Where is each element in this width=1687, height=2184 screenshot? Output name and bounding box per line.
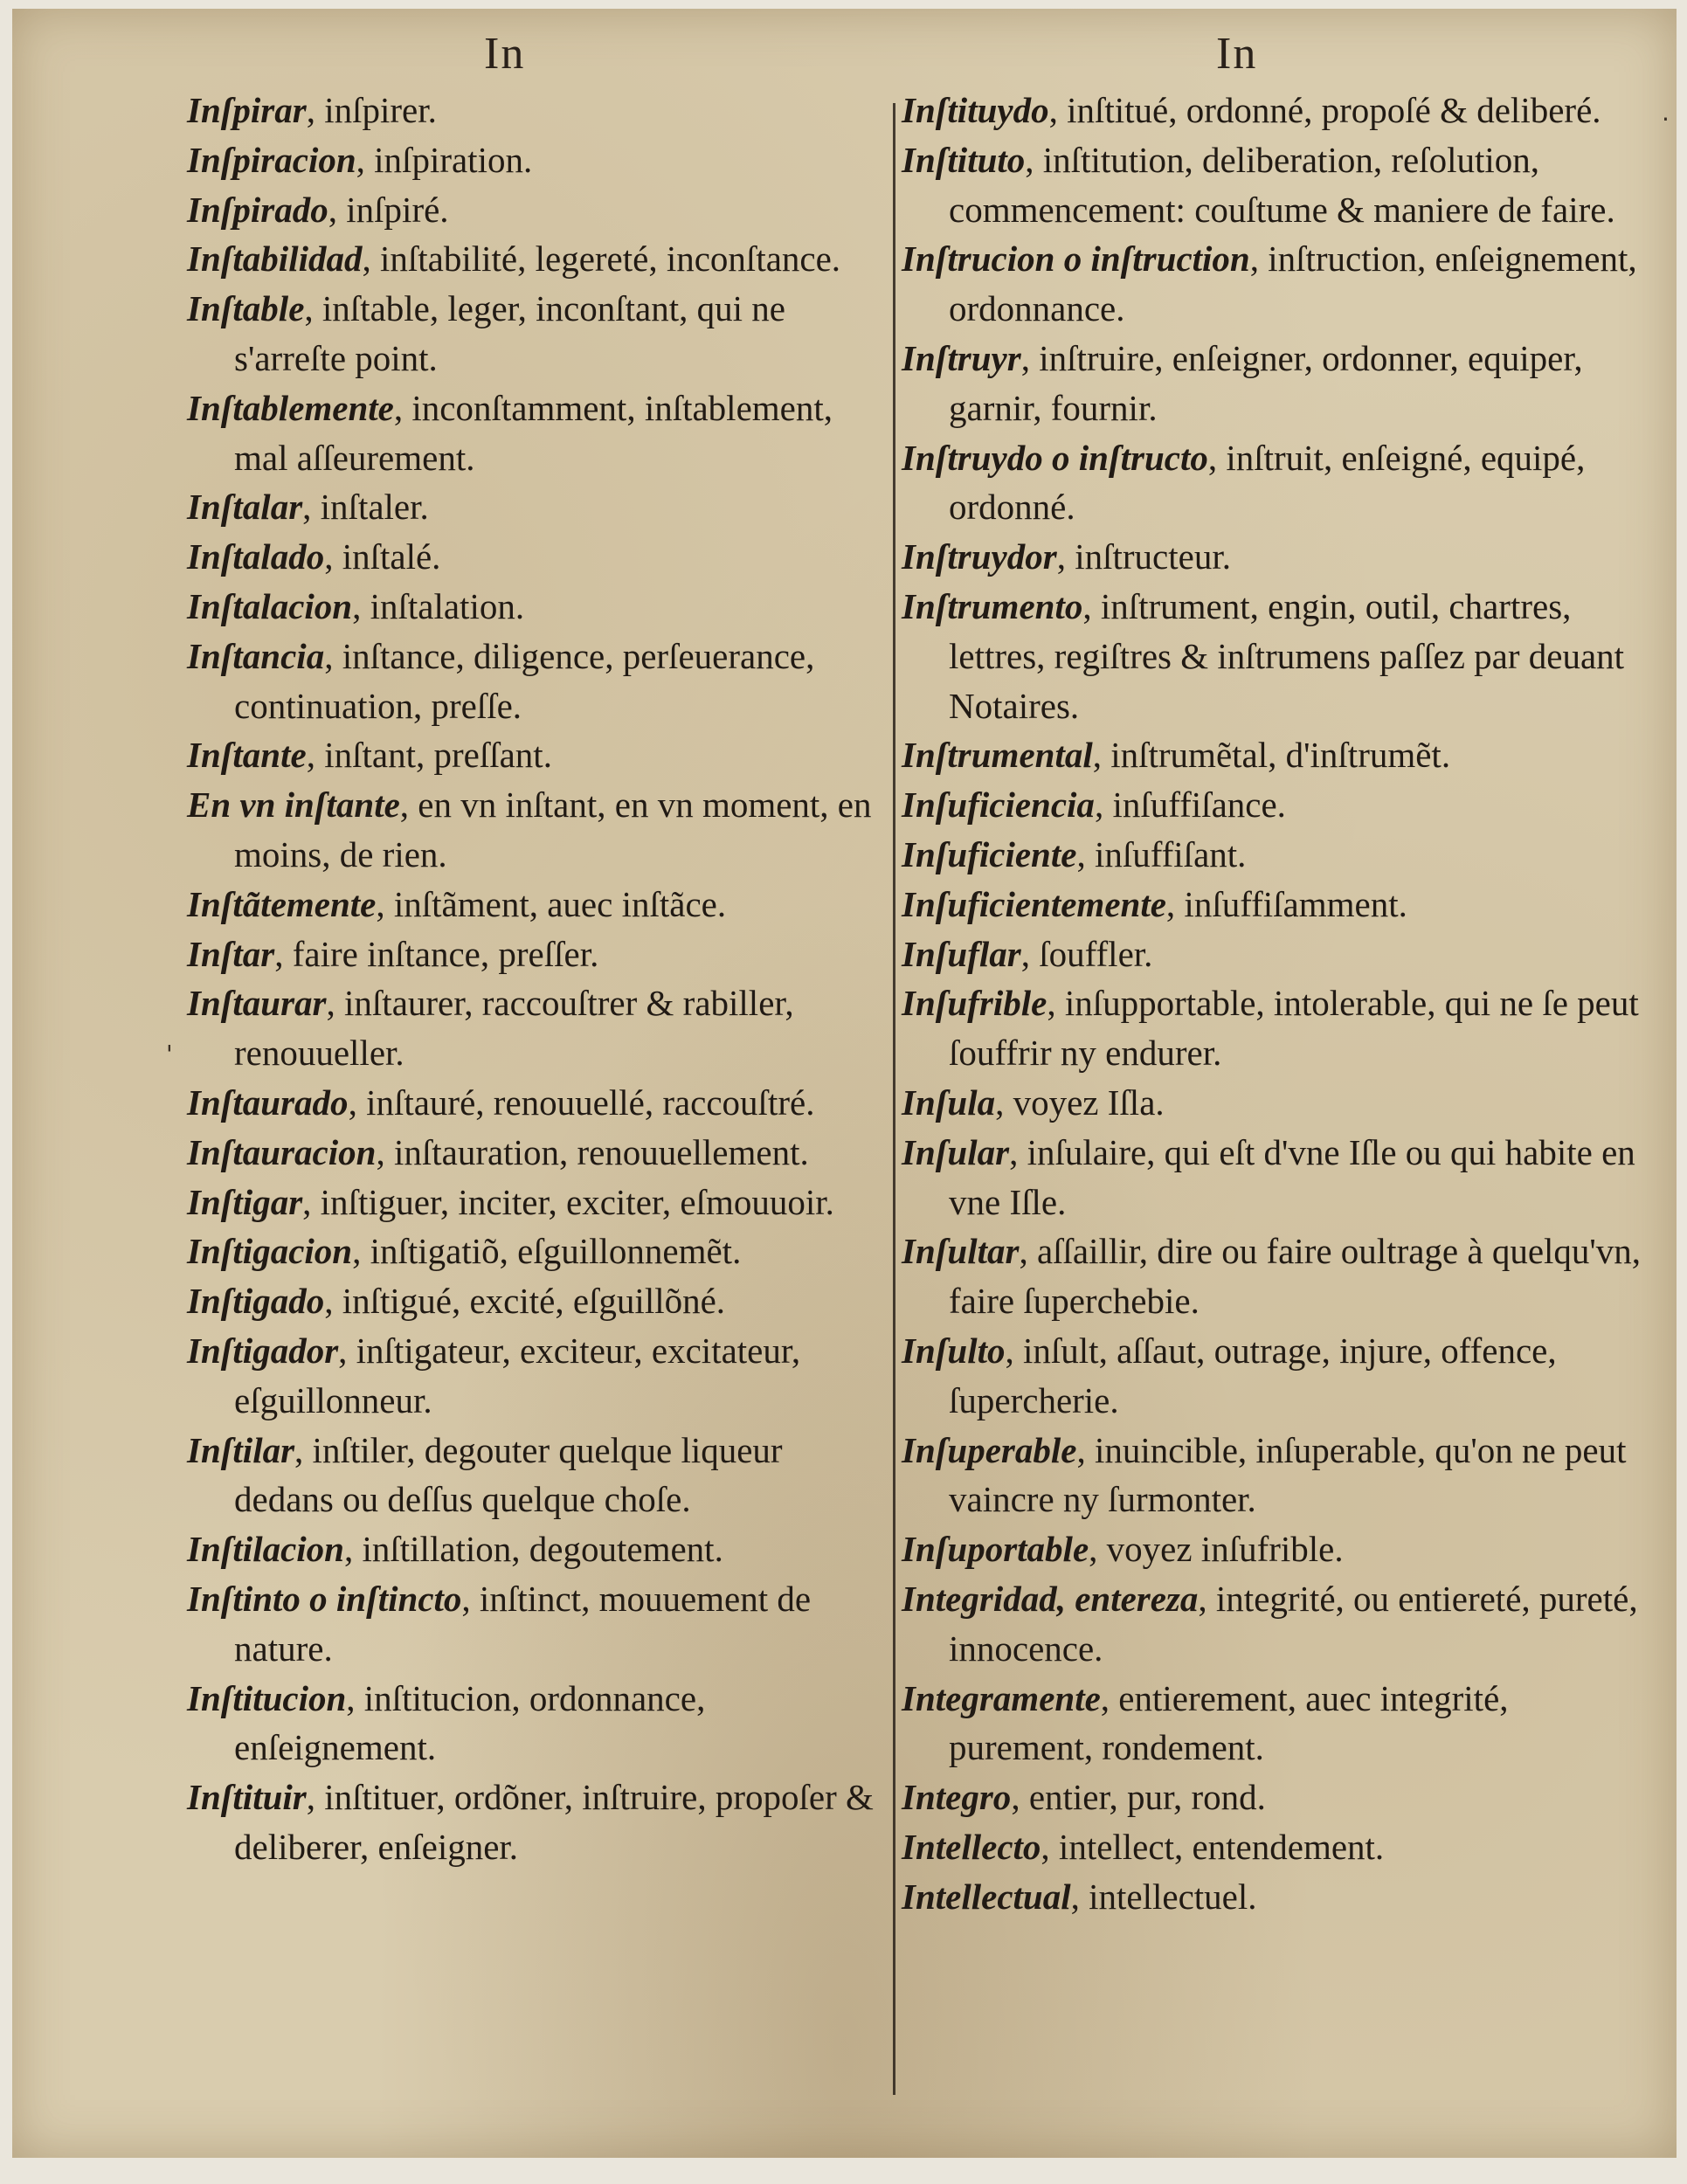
- headword: Inſtabilidad: [187, 238, 363, 280]
- right-column-entry: [902, 780, 1653, 830]
- definition: , inſtance, diligence, perſeuerance, continuation, preſſe.: [234, 635, 815, 726]
- right-column-entry: [902, 1872, 1653, 1922]
- margin-mark: ': [166, 1040, 173, 1068]
- definition: , aſſaillir, dire ou faire oultrage à quelqu'vn, faire ſuperchebie.: [949, 1231, 1642, 1322]
- definition: , inſtable, leger, inconſtant, qui ne s'arreſte point.: [234, 288, 785, 378]
- margin-mark: ·: [1662, 105, 1670, 134]
- headword: Inſtable: [187, 288, 305, 329]
- headword: Inſuficiente: [902, 833, 1077, 874]
- definition: , inſtigateur, exciteur, excitateur, eſguillonneur.: [234, 1330, 801, 1420]
- headword: Inſuperable: [902, 1429, 1077, 1470]
- headword: Inſuflar: [902, 933, 1021, 974]
- right-column-entry: [902, 880, 1653, 930]
- definition: , inſtitué, ordonné, propoſé & deliberé.: [1048, 90, 1601, 130]
- headword: Inſtruydo o inſtructo: [902, 437, 1208, 478]
- definition: , inſtigué, excité, eſguillõné.: [324, 1281, 726, 1322]
- right-column-entry: [902, 1227, 1653, 1326]
- headword: Inſtigacion: [187, 1231, 353, 1272]
- definition: , inſuffiſamment.: [1165, 883, 1407, 924]
- definition: , inſtigatiõ, eſguillonnemẽt.: [352, 1231, 742, 1272]
- right-column-entry: [902, 978, 1653, 1078]
- right-column: [902, 86, 1653, 1921]
- headword: Inſufrible: [902, 983, 1047, 1024]
- right-column-entry: [902, 1574, 1653, 1674]
- left-column-entry: [187, 1326, 886, 1426]
- headword: Inſuficientemente: [902, 883, 1166, 924]
- right-column-entry: [902, 1128, 1653, 1227]
- definition: , inſtãment, auec inſtãce.: [376, 883, 727, 924]
- definition: , inſtiguer, inciter, exciter, eſmouuoir.: [302, 1181, 834, 1222]
- definition: , intellectuel.: [1070, 1876, 1257, 1917]
- right-column-entry: [902, 234, 1653, 334]
- right-column-entry: [902, 1674, 1653, 1773]
- headword: Inſtituto: [902, 139, 1026, 180]
- left-column-entry: [187, 930, 886, 979]
- running-head-right: In: [1216, 29, 1258, 79]
- right-column-entry: [902, 1426, 1653, 1525]
- headword: Inſuficiencia: [902, 784, 1095, 826]
- definition: , inſpirer.: [306, 90, 437, 130]
- right-column-entry: [902, 433, 1653, 533]
- definition: , inſtitution, deliberation, reſolution, commencement: couſtume & maniere de faire.: [949, 139, 1615, 230]
- left-column-entry: [187, 1128, 886, 1178]
- headword: Inſular: [902, 1131, 1010, 1172]
- left-column: [187, 86, 886, 1872]
- left-column-entry: [187, 730, 886, 780]
- left-column-entry: [187, 1524, 886, 1574]
- headword: Inſula: [902, 1082, 996, 1123]
- definition: , inſtrument, engin, outil, chartres, lettres, regiſtres & inſtrumens paſſez par deuant Notaires.: [949, 585, 1625, 726]
- right-column-entry: [902, 135, 1653, 235]
- definition: , inſuffiſance.: [1094, 784, 1286, 826]
- definition: , inſtillation, degoutement.: [343, 1529, 723, 1570]
- definition: , ſouffler.: [1020, 933, 1153, 974]
- headword: Inſtrumento: [902, 585, 1083, 626]
- headword: Inſtablemente: [187, 387, 394, 428]
- left-column-entry: [187, 1227, 886, 1276]
- definition: , inſtalé.: [324, 536, 441, 577]
- left-column-entry: [187, 780, 886, 880]
- right-column-entry: [902, 532, 1653, 582]
- headword: Inſtituydo: [902, 90, 1049, 130]
- definition: , entier, pur, rond.: [1011, 1777, 1266, 1818]
- headword: En vn inſtante: [187, 784, 400, 826]
- definition: , inuincible, inſuperable, qu'on ne peut vaincre ny ſurmonter.: [949, 1429, 1627, 1520]
- definition: , entierement, auec integrité, purement, rondement.: [949, 1677, 1509, 1768]
- headword: Integramente: [902, 1677, 1101, 1718]
- headword: Inſpiracion: [187, 139, 356, 180]
- headword: Inſtilar: [187, 1429, 295, 1470]
- left-column-entry: [187, 1078, 886, 1128]
- right-column-entry: [902, 930, 1653, 979]
- headword: Inſtigar: [187, 1181, 303, 1222]
- left-column-entry: [187, 1574, 886, 1674]
- headword: Inſpirado: [187, 189, 328, 230]
- left-column-entry: [187, 582, 886, 632]
- left-column-entry: [187, 532, 886, 582]
- headword: Intellecto: [902, 1826, 1041, 1867]
- definition: , inſtant, preſſant.: [306, 735, 552, 776]
- left-column-entry: [187, 978, 886, 1078]
- definition: , inſulaire, qui eſt d'vne Iſle ou qui habite en vne Iſle.: [949, 1131, 1635, 1222]
- definition: , inſtaler.: [302, 487, 429, 528]
- headword: Inſtrumental: [902, 735, 1093, 776]
- left-column-entry: [187, 1276, 886, 1326]
- definition: , inſtruction, enſeignement, ordonnance.: [949, 238, 1637, 329]
- headword: Inſtinto o inſtincto: [187, 1578, 462, 1619]
- definition: , inſtructeur.: [1056, 536, 1231, 577]
- headword: Inſuportable: [902, 1529, 1089, 1570]
- left-column-entry: [187, 384, 886, 483]
- definition: , inſult, aſſaut, outrage, injure, offence, ſupercherie.: [949, 1330, 1557, 1420]
- definition: , inſtinct, mouuement de nature.: [234, 1578, 812, 1669]
- headword: Inſtante: [187, 735, 307, 776]
- definition: , inconſtamment, inſtablement, mal aſſeurement.: [234, 387, 833, 478]
- definition: , voyez inſufrible.: [1089, 1529, 1344, 1570]
- definition: , en vn inſtant, en vn moment, en moins, de rien.: [234, 784, 872, 874]
- right-column-entry: [902, 582, 1653, 730]
- definition: , inſtabilité, legereté, inconſtance.: [362, 238, 841, 280]
- headword: Inſtauracion: [187, 1131, 377, 1172]
- left-column-entry: [187, 1178, 886, 1227]
- left-column-entry: [187, 234, 886, 284]
- definition: , integrité, ou entiereté, pureté, innocence.: [949, 1578, 1638, 1669]
- left-column-entry: [187, 284, 886, 384]
- definition: , inſtauration, renouuellement.: [376, 1131, 809, 1172]
- left-column-entry: [187, 880, 886, 930]
- definition: , inſpiré.: [328, 189, 449, 230]
- headword: Inſtruydor: [902, 536, 1057, 577]
- right-column-entry: [902, 1078, 1653, 1128]
- headword: Inſtitucion: [187, 1677, 347, 1718]
- definition: , inſtrumẽtal, d'inſtrumẽt.: [1092, 735, 1451, 776]
- right-column-entry: [902, 1773, 1653, 1822]
- definition: , inſtruit, enſeigné, equipé, ordonné.: [949, 437, 1586, 528]
- book-page: [12, 9, 1677, 2158]
- left-column-entry: [187, 1426, 886, 1525]
- headword: Inſtruyr: [902, 337, 1021, 378]
- running-head-left: In: [484, 29, 526, 79]
- definition: , inſtitucion, ordonnance, enſeignement.: [234, 1677, 706, 1768]
- headword: Inſtaurar: [187, 983, 327, 1024]
- definition: , faire inſtance, preſſer.: [274, 933, 599, 974]
- right-column-entry: [902, 1524, 1653, 1574]
- headword: Inſtãtemente: [187, 883, 377, 924]
- definition: , inſuffiſant.: [1076, 833, 1247, 874]
- definition: , inſpiration.: [356, 139, 533, 180]
- headword: Inſtalado: [187, 536, 325, 577]
- headword: Inſtaurado: [187, 1082, 349, 1123]
- left-column-entry: [187, 482, 886, 532]
- definition: , inſtiler, degouter quelque liqueur dedans ou deſſus quelque choſe.: [234, 1429, 783, 1520]
- definition: , inſtalation.: [352, 585, 525, 626]
- left-column-entry: [187, 135, 886, 185]
- headword: Inſtancia: [187, 635, 325, 676]
- right-column-entry: [902, 86, 1653, 135]
- headword: Inſtilacion: [187, 1529, 344, 1570]
- headword: Inſtrucion o inſtruction: [902, 238, 1250, 280]
- left-column-entry: [187, 1674, 886, 1773]
- headword: Inſultar: [902, 1231, 1020, 1272]
- definition: , inſtauré, renouuellé, raccouſtré.: [348, 1082, 815, 1123]
- headword: Inſtar: [187, 933, 275, 974]
- headword: Inſtituir: [187, 1777, 307, 1818]
- headword: Integridad, entereza: [902, 1578, 1199, 1619]
- left-column-entry: [187, 86, 886, 135]
- headword: Inſtalacion: [187, 585, 353, 626]
- headword: Integro: [902, 1777, 1012, 1818]
- definition: , inſupportable, intolerable, qui ne ſe peut ſouffrir ny endurer.: [949, 983, 1639, 1074]
- headword: Inſtigado: [187, 1281, 325, 1322]
- right-column-entry: [902, 1822, 1653, 1872]
- left-column-entry: [187, 632, 886, 731]
- definition: , inſtruire, enſeigner, ordonner, equiper, garnir, fournir.: [949, 337, 1583, 428]
- definition: , intellect, entendement.: [1041, 1826, 1385, 1867]
- definition: , inſtituer, ordõner, inſtruire, propoſer & deliberer, enſeigner.: [234, 1777, 874, 1867]
- column-divider: [893, 103, 895, 2095]
- right-column-entry: [902, 1326, 1653, 1426]
- right-column-entry: [902, 334, 1653, 433]
- headword: Inſpirar: [187, 90, 307, 130]
- left-column-entry: [187, 1773, 886, 1872]
- headword: Intellectual: [902, 1876, 1071, 1917]
- headword: Inſtigador: [187, 1330, 339, 1371]
- right-column-entry: [902, 830, 1653, 880]
- headword: Inſtalar: [187, 487, 303, 528]
- definition: , voyez Iſla.: [995, 1082, 1165, 1123]
- right-column-entry: [902, 730, 1653, 780]
- definition: , inſtaurer, raccouſtrer & rabiller, renouueller.: [234, 983, 794, 1074]
- left-column-entry: [187, 185, 886, 235]
- headword: Inſulto: [902, 1330, 1006, 1371]
